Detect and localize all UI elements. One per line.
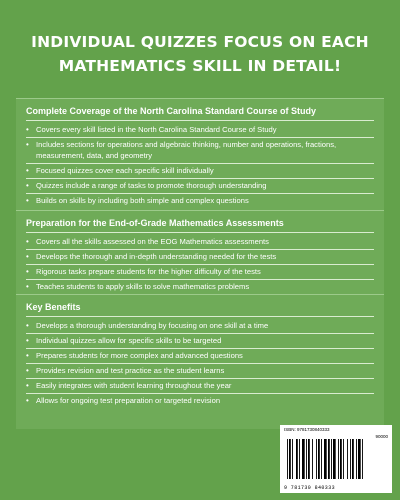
list-item-text: Focused quizzes cover each specific skill individually <box>36 166 214 175</box>
barcode-bar <box>324 439 327 479</box>
list-item <box>26 349 374 364</box>
isbn-label: ISBN: 9781730840333 <box>284 427 330 432</box>
list-item <box>26 164 374 179</box>
section-title: Preparation for the End-of-Grade Mathematics Assessments <box>26 217 374 233</box>
list-item <box>26 379 374 394</box>
barcode-bar <box>356 439 357 479</box>
section-preparation <box>16 210 384 303</box>
list-item-text: Provides revision and test practice as the student learns <box>36 366 225 375</box>
barcode-bar <box>306 439 307 479</box>
barcode-bar <box>289 439 291 479</box>
list-item-text: Prepares students for more complex and advanced questions <box>36 351 243 360</box>
bullet-icon: • <box>26 125 29 134</box>
list-item-text: Develops the thorough and in-depth understanding needed for the tests <box>36 252 277 261</box>
barcode-bar <box>362 439 363 479</box>
bullet-icon: • <box>26 336 29 345</box>
bullet-icon: • <box>26 166 29 175</box>
barcode-bar <box>328 439 330 479</box>
barcode-bar <box>347 439 348 479</box>
barcode-bar <box>308 439 310 479</box>
barcode-bar <box>299 439 300 479</box>
list-item <box>26 280 374 294</box>
section-key-benefits <box>16 294 384 429</box>
list-item <box>26 138 374 164</box>
barcode-bar <box>340 439 342 479</box>
price-code: 90000 <box>375 434 388 439</box>
barcode-bar <box>350 439 351 479</box>
barcode-bar <box>316 439 317 479</box>
barcode-bar <box>343 439 344 479</box>
list-item <box>26 235 374 250</box>
bullet-list <box>26 235 374 294</box>
list-item <box>26 179 374 194</box>
bullet-icon: • <box>26 196 29 205</box>
barcode-bars-icon <box>286 439 386 481</box>
list-item <box>26 123 374 138</box>
list-item-text: Rigorous tasks prepare students for the higher difficulty of the tests <box>36 267 261 276</box>
barcode-bar <box>331 439 332 479</box>
barcode-bar <box>287 439 288 479</box>
section-title: Complete Coverage of the North Carolina Standard Course of Study <box>26 105 374 121</box>
list-item-text: Quizzes include a range of tasks to promote thorough understanding <box>36 181 267 190</box>
list-item-text: Builds on skills by including both simple and complex questions <box>36 196 249 205</box>
list-item <box>26 194 374 208</box>
section-title: Key Benefits <box>26 301 374 317</box>
bullet-icon: • <box>26 237 29 246</box>
bullet-icon: • <box>26 366 29 375</box>
bullet-icon: • <box>26 351 29 360</box>
headline <box>8 30 392 78</box>
list-item-text: Develops a thorough understanding by focusing on one skill at a time <box>36 321 269 330</box>
section-coverage <box>16 98 384 213</box>
list-item <box>26 364 374 379</box>
barcode <box>280 425 392 493</box>
barcode-bar <box>292 439 293 479</box>
barcode-bar <box>302 439 305 479</box>
bullet-list <box>26 319 374 408</box>
list-item <box>26 250 374 265</box>
barcode-bar <box>338 439 339 479</box>
list-item-text: Easily integrates with student learning throughout the year <box>36 381 232 390</box>
list-item-text: Includes sections for operations and algebraic thinking, number and operations, fractions, measurement, data, and geometry <box>36 140 337 160</box>
bullet-icon: • <box>26 140 29 149</box>
headline-line-2: MATHEMATICS SKILL IN DETAIL! <box>58 57 342 75</box>
bullet-icon: • <box>26 396 29 405</box>
bullet-icon: • <box>26 252 29 261</box>
bullet-icon: • <box>26 321 29 330</box>
barcode-digits: 9 781730 840333 <box>284 485 336 491</box>
barcode-bar <box>358 439 361 479</box>
barcode-bar <box>296 439 298 479</box>
list-item <box>26 319 374 334</box>
barcode-bar <box>321 439 322 479</box>
list-item-text: Covers all the skills assessed on the EOG Mathematics assessments <box>36 237 269 246</box>
bullet-list <box>26 123 374 208</box>
barcode-bar <box>312 439 313 479</box>
barcode-bar <box>318 439 320 479</box>
bullet-icon: • <box>26 282 29 291</box>
headline-line-1: INDIVIDUAL QUIZZES FOCUS ON EACH <box>31 33 369 51</box>
list-item-text: Covers every skill listed in the North Carolina Standard Course of Study <box>36 125 277 134</box>
bullet-icon: • <box>26 267 29 276</box>
list-item-text: Allows for ongoing test preparation or targeted revision <box>36 396 221 405</box>
bullet-icon: • <box>26 181 29 190</box>
list-item-text: Teaches students to apply skills to solve mathematics problems <box>36 282 250 291</box>
barcode-bar <box>333 439 336 479</box>
list-item <box>26 265 374 280</box>
bullet-icon: • <box>26 381 29 390</box>
list-item-text: Individual quizzes allow for specific skills to be targeted <box>36 336 222 345</box>
list-item <box>26 394 374 408</box>
barcode-bar <box>352 439 354 479</box>
list-item <box>26 334 374 349</box>
